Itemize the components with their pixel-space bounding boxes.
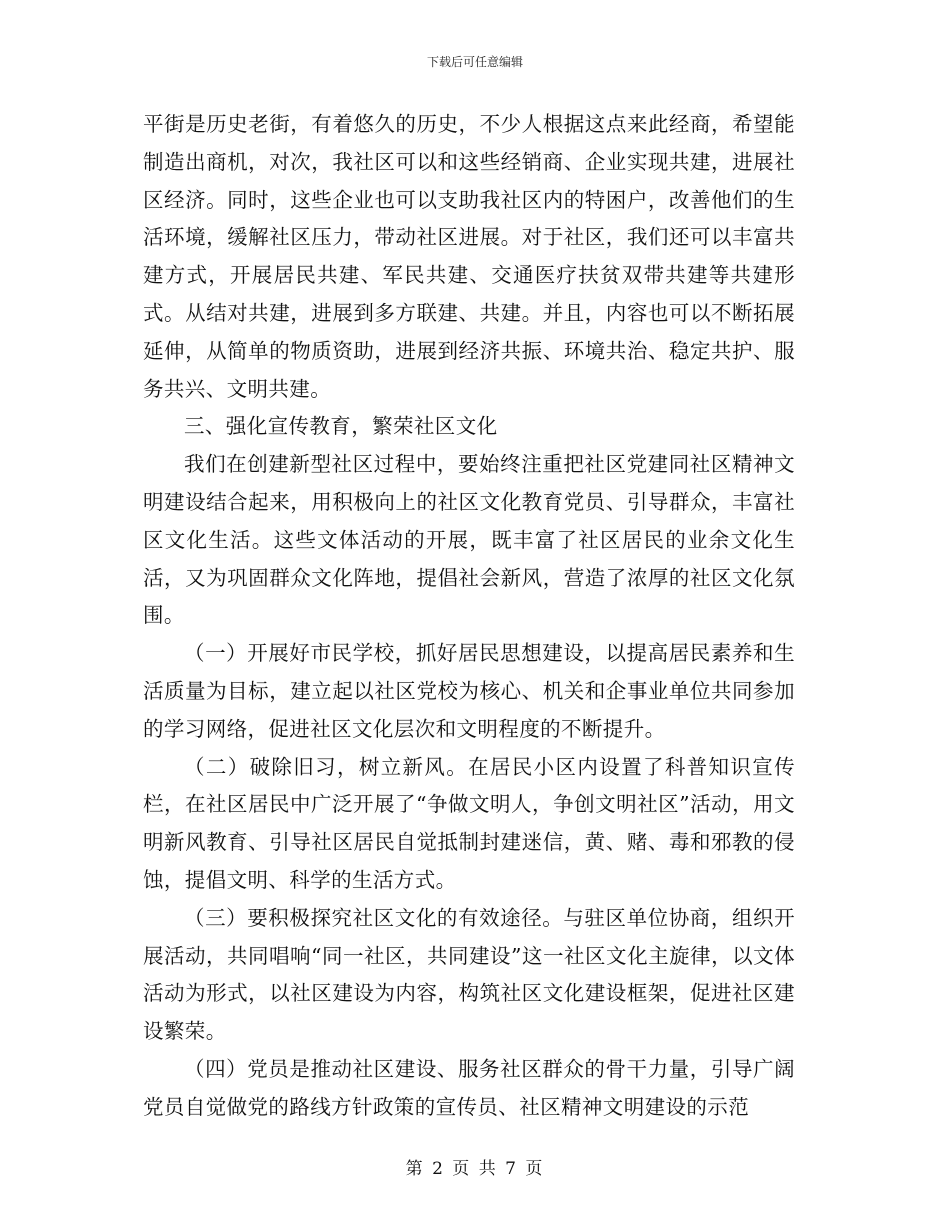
page-number: 第 2 页 共 7 页 (405, 1159, 545, 1179)
paragraph-continuation: 平街是历史老街，有着悠久的历史，不少人根据这点来此经商，希望能制造出商机，对次，我社区可以和这些经销商、企业实现共建，进展社区经济。同时，这些企业也可以支助我社区内的特困户，改善他们的生活环境，缓解社区压力，带动社区进展。对于社区，我们还可以丰富共建方式，开展居民共建、军民共建、交通医疗扶贫双带共建等共建形式。从结对共建，进展到多方联建、共建。并且，内容也可以不断拓展延伸，从简单的物质资助，进展到经济共振、环境共治、稳定共护、服务共兴、文明共建。 (143, 112, 795, 401)
paragraph-item-1: （一）开展好市民学校，抓好居民思想建设，以提高居民素养和生活质量为目标，建立起以社区党校为核心、机关和企事业单位共同参加的学习网络，促进社区文化层次和文明程度的不断提升。 (143, 641, 795, 741)
document-body (143, 106, 795, 1127)
section-heading: 三、强化宣传教育，繁荣社区文化 (184, 414, 498, 439)
paragraph-intro: 我们在创建新型社区过程中，要始终注重把社区党建同社区精神文明建设结合起来，用积极向上的社区文化教育党员、引导群众，丰富社区文化生活。这些文体活动的开展，既丰富了社区居民的业余文化生活，又为巩固群众文化阵地，提倡社会新风，营造了浓厚的社区文化氛围。 (143, 452, 795, 628)
paragraph-item-3: （三）要积极探究社区文化的有效途径。与驻区单位协商，组织开展活动，共同唱响“同一社区，共同建设”这一社区文化主旋律，以文体活动为形式，以社区建设为内容，构筑社区文化建设框架，促进社区建设繁荣。 (143, 905, 795, 1044)
paragraph-item-2: （二）破除旧习，树立新风。在居民小区内设置了科普知识宣传栏，在社区居民中广泛开展了“争做文明人，争创文明社区”活动，用文明新风教育、引导社区居民自觉抵制封建迷信，黄、赌、毒和邪教的侵蚀，提倡文明、科学的生活方式。 (143, 754, 795, 892)
paragraph-item-4: （四）党员是推动社区建设、服务社区群众的骨干力量，引导广阔党员自觉做党的路线方针政策的宣传员、社区精神文明建设的示范 (143, 1056, 795, 1119)
page-header: 下载后可任意编辑 (426, 55, 523, 69)
